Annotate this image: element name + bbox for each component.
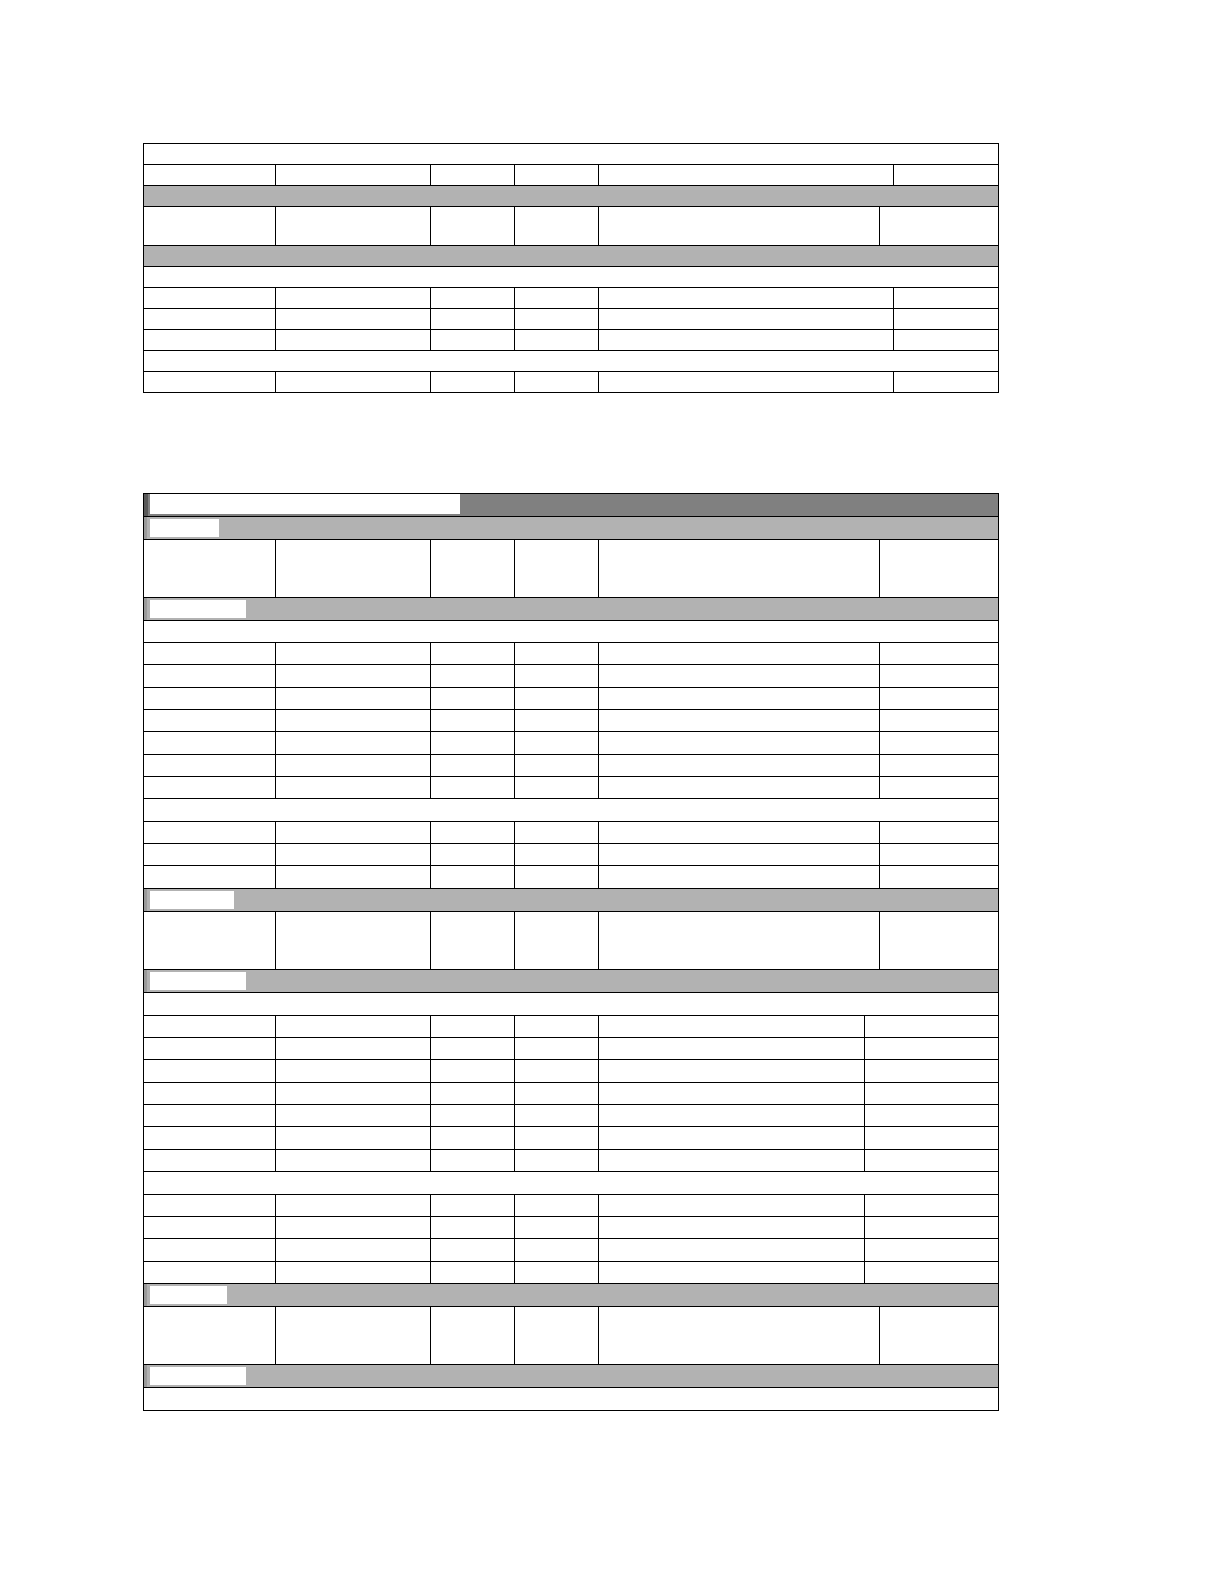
table-row [144,688,998,710]
cell[interactable] [276,1262,431,1283]
cell[interactable] [599,912,880,969]
cell[interactable] [276,1083,431,1104]
cell[interactable] [599,755,880,776]
cell[interactable] [431,912,515,969]
section-label-box[interactable] [150,519,219,537]
cell[interactable] [276,822,431,843]
cell[interactable] [515,1307,599,1364]
cell[interactable] [515,1150,599,1171]
top-form-section-band [144,186,998,207]
cell[interactable] [276,1038,431,1059]
cell[interactable] [144,165,276,185]
cell[interactable] [865,1083,998,1104]
table-row [144,777,998,799]
cell[interactable] [599,688,880,709]
cell[interactable] [276,1217,431,1238]
cell[interactable] [865,1217,998,1238]
cell[interactable] [276,165,431,185]
table-row [144,643,998,665]
cell[interactable] [894,372,998,392]
cell[interactable] [599,665,880,687]
cell[interactable] [431,710,515,731]
subheader-row [144,621,998,643]
bottom-form-title-row [144,494,998,517]
cell[interactable] [865,1127,998,1149]
cell[interactable] [431,1060,515,1082]
top-form-tall-row [144,207,998,246]
table-row [144,710,998,732]
cell[interactable] [515,1262,599,1283]
cell[interactable] [865,1038,998,1059]
cell[interactable] [431,1239,515,1261]
table-row [144,1262,998,1284]
cell[interactable] [880,540,998,597]
cell[interactable] [276,1195,431,1216]
tall-row [144,1307,998,1365]
cell[interactable] [144,1239,276,1261]
cell[interactable] [276,1060,431,1082]
top-form-header-row [144,144,998,165]
cell[interactable] [515,755,599,776]
table-row [144,822,998,844]
cell[interactable] [431,822,515,843]
cell[interactable] [144,1105,276,1126]
top-form-row [144,372,998,392]
cell[interactable] [599,822,880,843]
table-row [144,1239,998,1262]
cell[interactable] [865,1060,998,1082]
table-row [144,732,998,755]
table-row [144,1038,998,1060]
table-row [144,1217,998,1239]
cell[interactable] [431,165,515,185]
top-form-subheader-row [144,267,998,288]
cell[interactable] [431,1083,515,1104]
section-band [144,598,998,621]
cell[interactable] [431,1217,515,1238]
cell[interactable] [515,1127,599,1149]
cell[interactable] [431,755,515,776]
cell[interactable] [599,165,894,185]
cell[interactable] [599,710,880,731]
tall-row [144,540,998,598]
cell[interactable] [515,844,599,865]
cell[interactable] [144,822,276,843]
cell[interactable] [515,1060,599,1082]
cell[interactable] [431,309,515,329]
cell[interactable] [431,665,515,687]
cell[interactable] [276,330,431,350]
cell[interactable] [599,309,894,329]
top-form-row [144,288,998,309]
cell[interactable] [276,844,431,865]
cell[interactable] [144,732,276,754]
cell[interactable] [599,1060,865,1082]
cell[interactable] [144,643,276,664]
table-row [144,665,998,688]
cell[interactable] [144,1195,276,1216]
subheader-row [144,1388,998,1410]
cell[interactable] [599,330,894,350]
top-form-section-band [144,246,998,267]
cell[interactable] [599,1150,865,1171]
cell[interactable] [515,165,599,185]
cell[interactable] [276,1016,431,1037]
cell[interactable] [276,665,431,687]
cell[interactable] [599,1038,865,1059]
cell[interactable] [894,330,998,350]
cell[interactable] [599,1239,865,1261]
section-label-box[interactable] [150,891,234,909]
top-form-column-header-row [144,165,998,186]
cell[interactable] [880,1307,998,1364]
cell[interactable] [431,1105,515,1126]
cell[interactable] [144,912,276,969]
cell[interactable] [599,643,880,664]
cell[interactable] [599,1083,865,1104]
table-row [144,1105,998,1127]
cell[interactable] [144,372,276,392]
section-label-box[interactable] [150,972,246,990]
cell[interactable] [431,643,515,664]
cell[interactable] [599,1217,865,1238]
cell[interactable] [599,207,880,245]
cell[interactable] [144,688,276,709]
cell[interactable] [515,207,599,245]
table-row [144,844,998,866]
cell[interactable] [431,777,515,798]
cell[interactable] [144,777,276,798]
cell[interactable] [144,1016,276,1037]
cell[interactable] [880,643,998,664]
cell[interactable] [276,688,431,709]
cell[interactable] [880,710,998,731]
cell[interactable] [144,866,276,888]
cell[interactable] [431,1195,515,1216]
cell[interactable] [515,1217,599,1238]
cell[interactable] [515,372,599,392]
cell[interactable] [515,866,599,888]
cell[interactable] [144,1083,276,1104]
table-row [144,866,998,889]
cell[interactable] [515,1016,599,1037]
cell[interactable] [276,1105,431,1126]
cell[interactable] [144,1038,276,1059]
cell[interactable] [515,1083,599,1104]
cell[interactable] [431,1038,515,1059]
table-row [144,1195,998,1217]
cell[interactable] [276,1307,431,1364]
cell[interactable] [276,710,431,731]
top-form-row [144,330,998,351]
cell[interactable] [431,372,515,392]
cell[interactable] [865,1016,998,1037]
top-form-subheader-row [144,351,998,372]
cell[interactable] [599,1127,865,1149]
cell[interactable] [894,288,998,308]
cell[interactable] [276,288,431,308]
cell[interactable] [144,1217,276,1238]
cell[interactable] [599,844,880,865]
cell[interactable] [431,540,515,597]
cell[interactable] [431,1127,515,1149]
top-form-row [144,309,998,330]
cell[interactable] [276,1150,431,1171]
cell[interactable] [515,288,599,308]
cell[interactable] [144,1262,276,1283]
cell[interactable] [880,912,998,969]
cell[interactable] [515,732,599,754]
table-row [144,1016,998,1038]
cell[interactable] [515,643,599,664]
cell[interactable] [880,777,998,798]
top-form-grid [143,143,999,393]
cell[interactable] [276,1239,431,1261]
cell[interactable] [515,1038,599,1059]
cell[interactable] [515,912,599,969]
table-row [144,1150,998,1172]
cell[interactable] [144,1127,276,1149]
cell[interactable] [431,1262,515,1283]
cell[interactable] [880,207,998,245]
cell[interactable] [515,822,599,843]
cell[interactable] [144,665,276,687]
cell[interactable] [431,207,515,245]
table-row [144,1060,998,1083]
cell[interactable] [276,1127,431,1149]
cell[interactable] [515,330,599,350]
cell[interactable] [599,732,880,754]
tall-row [144,912,998,970]
cell[interactable] [431,1016,515,1037]
cell[interactable] [515,540,599,597]
cell[interactable] [865,1239,998,1261]
table-row [144,1083,998,1105]
cell[interactable] [276,866,431,888]
cell[interactable] [515,1105,599,1126]
cell[interactable] [599,1307,880,1364]
cell[interactable] [599,777,880,798]
section-band [144,517,998,540]
cell[interactable] [144,207,276,245]
cell[interactable] [515,665,599,687]
cell[interactable] [276,540,431,597]
cell[interactable] [144,1150,276,1171]
cell[interactable] [599,372,894,392]
cell[interactable] [599,1016,865,1037]
cell[interactable] [144,755,276,776]
cell[interactable] [599,1195,865,1216]
cell[interactable] [865,1262,998,1283]
cell[interactable] [144,309,276,329]
cell[interactable] [880,866,998,888]
cell[interactable] [431,688,515,709]
cell[interactable] [276,643,431,664]
cell[interactable] [144,540,276,597]
cell[interactable] [880,688,998,709]
cell[interactable] [276,309,431,329]
cell[interactable] [599,540,880,597]
subheader-row [144,1172,998,1195]
cell[interactable] [144,710,276,731]
cell[interactable] [515,1239,599,1261]
cell[interactable] [599,288,894,308]
section-band [144,1365,998,1388]
subheader-row [144,993,998,1016]
cell[interactable] [276,755,431,776]
cell[interactable] [144,288,276,308]
cell[interactable] [431,330,515,350]
section-band [144,1284,998,1307]
cell[interactable] [431,732,515,754]
cell[interactable] [276,372,431,392]
cell[interactable] [515,1195,599,1216]
cell[interactable] [880,822,998,843]
table-row [144,1127,998,1150]
cell[interactable] [880,844,998,865]
cell[interactable] [894,165,998,185]
cell[interactable] [515,710,599,731]
section-label-box[interactable] [150,1367,246,1385]
cell[interactable] [144,1307,276,1364]
cell[interactable] [599,866,880,888]
cell[interactable] [144,1060,276,1082]
cell[interactable] [599,1105,865,1126]
cell[interactable] [431,866,515,888]
cell[interactable] [431,1307,515,1364]
cell[interactable] [880,755,998,776]
cell[interactable] [144,844,276,865]
cell[interactable] [276,912,431,969]
cell[interactable] [144,330,276,350]
cell[interactable] [276,207,431,245]
cell[interactable] [865,1105,998,1126]
cell[interactable] [431,844,515,865]
subheader-row [144,799,998,822]
cell[interactable] [865,1195,998,1216]
table-row [144,755,998,777]
cell[interactable] [431,288,515,308]
cell[interactable] [515,309,599,329]
section-label-box[interactable] [150,1286,227,1304]
cell[interactable] [599,1262,865,1283]
title-label-box[interactable] [150,494,460,514]
cell[interactable] [865,1150,998,1171]
section-band [144,889,998,912]
cell[interactable] [276,732,431,754]
cell[interactable] [515,688,599,709]
section-label-box[interactable] [150,600,246,618]
cell[interactable] [431,1150,515,1171]
cell[interactable] [276,777,431,798]
cell[interactable] [515,777,599,798]
section-band [144,970,998,993]
cell[interactable] [880,732,998,754]
bottom-form-grid [143,493,999,1411]
cell[interactable] [880,665,998,687]
cell[interactable] [894,309,998,329]
